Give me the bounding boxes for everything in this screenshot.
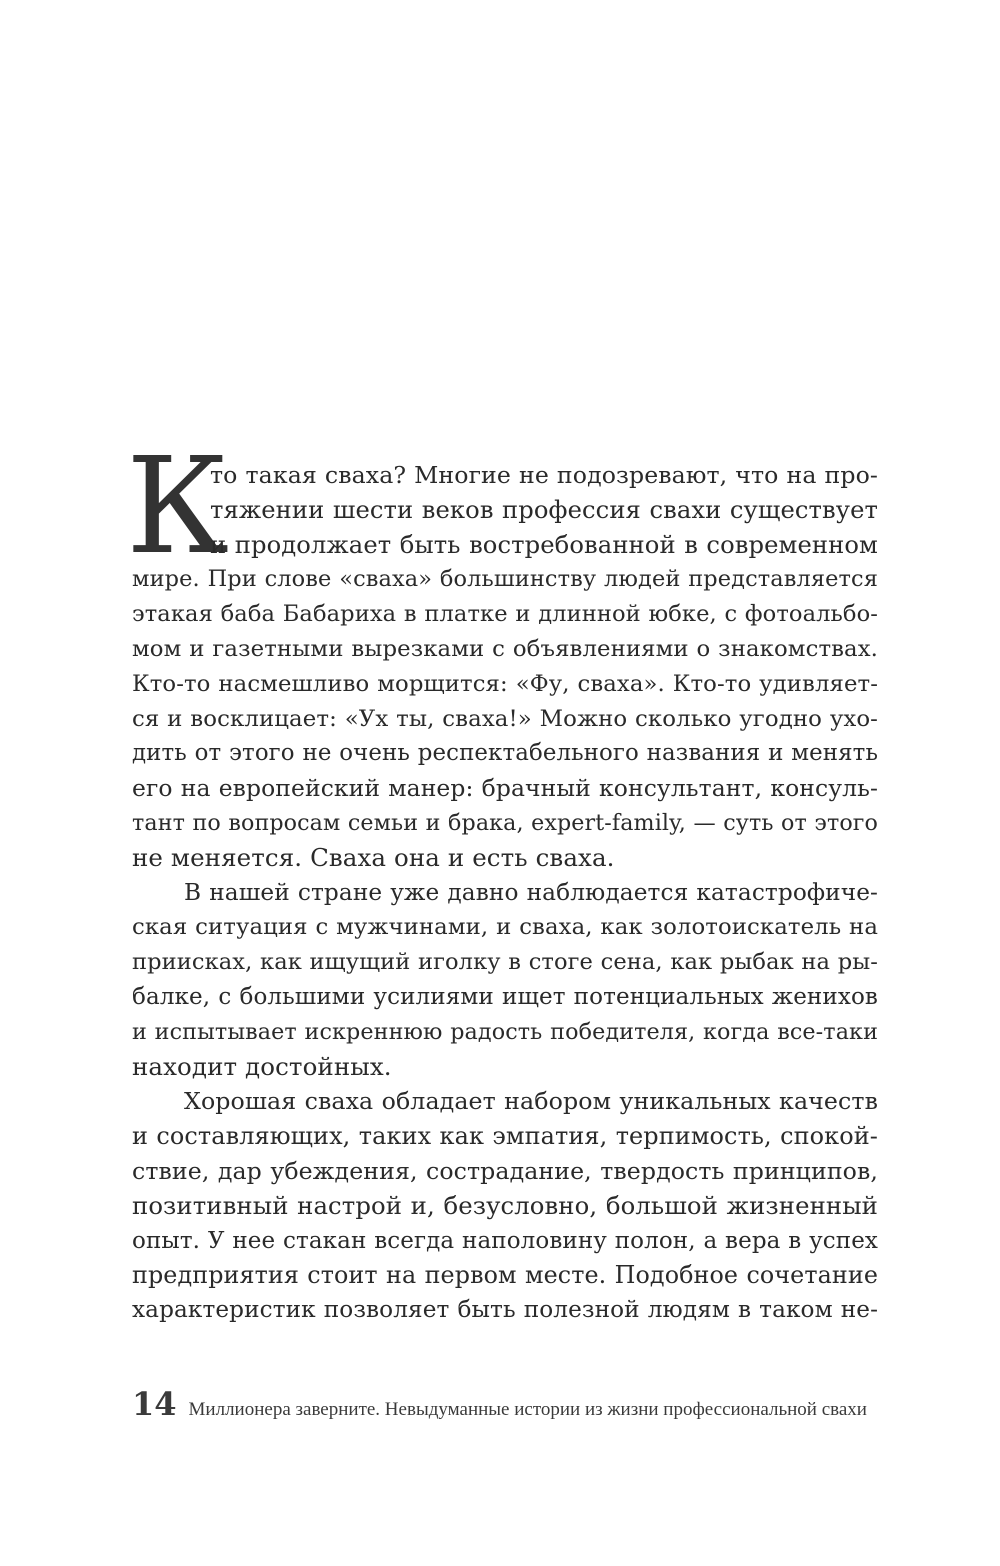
text-line: балке, с большими усилиями ищет потенциальных женихов: [132, 983, 878, 1010]
text-line: не меняется. Сваха она и есть сваха.: [132, 842, 615, 872]
text-line: находит достойных.: [132, 1051, 392, 1081]
text-line: ствие, дар убеждения, сострадание, твердость принципов,: [132, 1156, 878, 1185]
text-line: позитивный настрой и, безусловно, большой жизненный: [132, 1190, 878, 1220]
text-line: этакая баба Бабариха в платке и длинной юбке, с фотоальбо-: [132, 601, 878, 628]
text-line: его на европейский манер: брачный консультант, консуль-: [132, 774, 878, 803]
text-line: характеристик позволяет быть полезной людям в таком не-: [132, 1296, 878, 1324]
page-footer: [132, 1385, 867, 1425]
text-line: ся и восклицает: «Ух ты, сваха!» Можно сколько угодно ухо-: [132, 705, 878, 732]
text-line: Кто-то насмешливо морщится: «Фу, сваха». Кто-то удивляет-: [132, 670, 878, 697]
text-line: мире. При слове «сваха» большинству людей представляется: [132, 566, 878, 593]
text-line: и испытывает искреннюю радость победителя, когда все-таки: [132, 1018, 878, 1045]
text-line: мом и газетными вырезками с объявлениями о знакомствах.: [132, 635, 878, 662]
page-number: 14: [132, 1385, 177, 1423]
text-line: тант по вопросам семьи и брака, expert-family, — суть от этого: [132, 809, 878, 836]
text-line: опыт. У нее стакан всегда наполовину полон, а вера в успех: [132, 1227, 878, 1254]
text-line: предприятия стоит на первом месте. Подобное сочетание: [132, 1261, 878, 1290]
text-line: дить от этого не очень респектабельного названия и менять: [132, 740, 878, 767]
text-line: В нашей стране уже давно наблюдается катастрофиче-: [184, 878, 878, 906]
text-line: ская ситуация с мужчинами, и сваха, как золотоискатель на: [132, 914, 878, 941]
body-text: [132, 458, 878, 1328]
text-line: то такая сваха? Многие не подозревают, что на про-: [210, 461, 878, 489]
text-line: и продолжает быть востребованной в современном: [210, 530, 878, 559]
text-line: приисках, как ищущий иголку в стоге сена, как рыбак на ры-: [132, 949, 878, 976]
drop-cap: К: [126, 430, 229, 584]
text-line: и составляющих, таких как эмпатия, терпимость, спокой-: [132, 1122, 878, 1151]
text-line: тяжении шести веков профессия свахи существует: [210, 495, 878, 524]
text-line: Хорошая сваха обладает набором уникальных качеств: [184, 1087, 878, 1116]
running-title: Миллионера заверните. Невыдуманные истории из жизни профессиональной свахи: [188, 1399, 867, 1420]
